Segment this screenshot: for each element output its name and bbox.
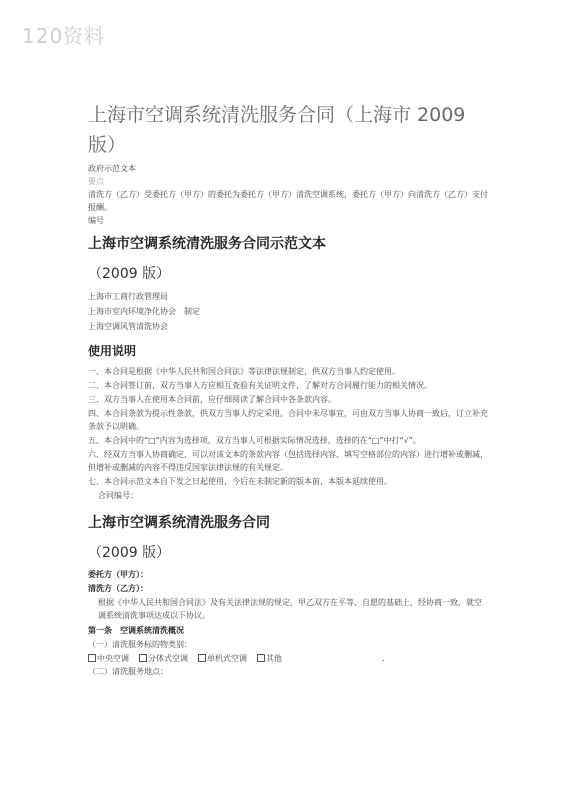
service-type-options (88, 652, 488, 665)
meta-summary: 清洗方（乙方）受委托方（甲方）的委托为委托方（甲方）清洗空调系统，委托方（甲方）向清洗方（乙方）支付报酬。 (88, 190, 488, 212)
meta-category: 政府示范文本 (88, 164, 136, 173)
issuer-org: 上海空调风管清洗协会 (88, 322, 168, 331)
trailing-dot: . (382, 654, 385, 663)
instruction-item: 六、经双方当事人协商确定，可以对该文本的条款内容（包括选择内容、填写空格部位的内容）进行增补或删减，但增补或删减的内容不得违反国家法律法规的有关规定。 (88, 450, 488, 472)
option-central-ac[interactable]: 中央空调 (88, 652, 129, 665)
party-b-label: 清洗方（乙方）： (88, 583, 148, 593)
checkbox-icon (139, 654, 147, 662)
contract-heading: 上海市空调系统清洗服务合同 (88, 515, 270, 531)
preamble: 根据《中华人民共和国合同法》及有关法律法规的规定，甲乙双方在平等、自愿的基础上，经协商一致，就空调系统清洗事项达成以下协议。 (98, 598, 482, 620)
issuer-org: 上海市室内环境净化协会 制定 (88, 307, 200, 316)
watermark: 120资料 (22, 24, 106, 48)
issuer-org: 上海市工商行政管理局 (88, 292, 168, 301)
checkbox-icon (198, 654, 206, 662)
contract-year: （2009 版） (88, 545, 171, 561)
sub-item-2: （二）清洗服务地点： (88, 667, 168, 676)
instructions-heading: 使用说明 (88, 344, 137, 358)
instruction-item: 二、本合同签订前，双方当事人方应相互查验有关证明文件，了解对方合同履行能力的相关情况。 (88, 381, 432, 390)
option-split-ac[interactable]: 分体式空调 (139, 652, 188, 665)
instructions-list (88, 365, 488, 502)
sub-item-1: （一）清洗服务标的物类别： (88, 640, 192, 649)
party-a-label: 委托方（甲方）： (88, 569, 148, 579)
instruction-item: 七、本合同示范文本自下发之日起使用，今后在未制定新的版本前，本版本延续使用。 (88, 477, 392, 486)
document-title: 上海市空调系统清洗服务合同（上海市 2009 版） (88, 104, 466, 156)
option-other[interactable]: 其他 (257, 652, 282, 665)
issuer-list (88, 289, 488, 334)
article-1-heading: 第一条 空调系统清洗概况 (88, 625, 184, 635)
checkbox-icon (257, 654, 265, 662)
contract-number-label: 合同编号： (98, 491, 138, 500)
meta-number: 编号 (88, 216, 104, 225)
meta-key-points: 要点 (88, 177, 104, 186)
checkbox-icon (88, 654, 96, 662)
sample-heading: 上海市空调系统清洗服务合同示范文本 (88, 236, 326, 252)
instruction-item: 三、双方当事人在使用本合同前，应仔细阅读了解合同中各条款内容。 (88, 395, 336, 404)
instruction-item: 四、本合同条款为提示性条款，供双方当事人约定采用。合同中未尽事宜，可由双方当事人协商一致后，订立补充条款予以明确。 (88, 409, 488, 431)
instruction-item: 一、本合同是根据《中华人民共和国合同法》等法律法规制定，供双方当事人约定使用。 (88, 367, 400, 376)
instruction-item: 五、本合同中的“□”内容为选择项，双方当事人可根据实际情况选择，选择的在“□”中打“√”。 (88, 436, 421, 445)
document-body (88, 100, 488, 679)
sample-year: （2009 版） (88, 266, 171, 282)
option-unit-ac[interactable]: 单机式空调 (198, 652, 247, 665)
